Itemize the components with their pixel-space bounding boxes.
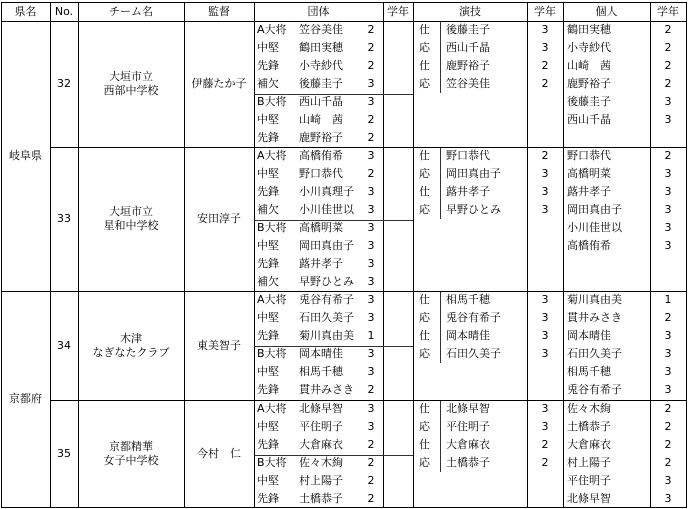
- group-member-grade: 2: [367, 456, 375, 469]
- group-position: 先鋒: [257, 438, 279, 451]
- group-member-name: 小寺紗代: [299, 59, 343, 72]
- column-line: [686, 2, 687, 508]
- indiv-member-grade: 2: [664, 23, 672, 36]
- indiv-member-grade: 2: [664, 311, 672, 324]
- team-number: 34: [57, 339, 71, 352]
- perf-role-label: 応: [419, 203, 430, 216]
- team-name-line1: 木津: [120, 332, 142, 345]
- indiv-member-grade: 3: [664, 365, 672, 378]
- perf-inner-line: [440, 22, 441, 93]
- group-member-name: 兎谷有希子: [299, 293, 354, 306]
- column-line: [413, 2, 414, 508]
- group-position: 中堅: [257, 239, 279, 252]
- group-member-name: 相馬千穂: [299, 365, 343, 378]
- group-member-grade: 2: [367, 492, 375, 505]
- perf-member-grade: 2: [541, 149, 549, 162]
- perf-member-name: 兎谷有希子: [446, 311, 501, 324]
- perf-member-grade: 3: [541, 185, 549, 198]
- group-member-name: 菊川真由美: [299, 329, 354, 342]
- prefecture-label: 岐阜県: [9, 149, 42, 162]
- group-member-grade: 3: [367, 257, 375, 270]
- perf-member-grade: 3: [541, 420, 549, 433]
- group-member-name: 北條早智: [299, 402, 343, 415]
- group-position: A大将: [257, 23, 287, 36]
- group-member-name: 貫井みさき: [299, 383, 354, 396]
- team-name-line2: なぎなたクラブ: [92, 346, 170, 359]
- group-position: 中堅: [257, 41, 279, 54]
- indiv-member-grade: 3: [664, 329, 672, 342]
- group-position: 先鋒: [257, 383, 279, 396]
- group-member-name: 土橋恭子: [299, 492, 343, 505]
- perf-inner-line: [440, 148, 441, 219]
- group-member-name: 石田久美子: [299, 311, 354, 324]
- header-no: No.: [54, 5, 74, 18]
- group-member-name: 大倉麻衣: [299, 438, 343, 451]
- group-member-name: 小川真理子: [299, 185, 354, 198]
- team-number: 35: [57, 447, 71, 460]
- perf-member-grade: 3: [541, 23, 549, 36]
- indiv-member-name: 岡本晴佳: [567, 329, 611, 342]
- perf-role-label: 仕: [419, 438, 430, 451]
- indiv-member-grade: 1: [664, 293, 672, 306]
- group-split-line: [254, 346, 413, 347]
- perf-member-grade: 3: [541, 329, 549, 342]
- group-member-grade: 2: [367, 41, 375, 54]
- group-position: 中堅: [257, 474, 279, 487]
- perf-member-name: 北條早智: [446, 402, 490, 415]
- perf-member-grade: 3: [541, 347, 549, 360]
- perf-role-label: 応: [419, 41, 430, 54]
- group-position: B大将: [257, 456, 287, 469]
- perf-inner-line: [440, 401, 441, 472]
- team-name-line2: 女子中学校: [103, 454, 159, 467]
- column-line: [383, 2, 384, 508]
- perf-role-label: 仕: [419, 329, 430, 342]
- coach-name: 東美智子: [197, 339, 241, 352]
- perf-member-name: 岡本晴佳: [446, 329, 490, 342]
- indiv-member-grade: 2: [664, 59, 672, 72]
- indiv-member-name: 土橋恭子: [567, 420, 611, 433]
- indiv-member-name: 蕗井孝子: [567, 185, 611, 198]
- perf-role-label: 応: [419, 347, 430, 360]
- group-member-grade: 2: [367, 438, 375, 451]
- group-position: B大将: [257, 221, 287, 234]
- team-name-line1: 大垣市立: [109, 205, 153, 218]
- group-member-grade: 3: [367, 149, 375, 162]
- group-position: 中堅: [257, 167, 279, 180]
- group-position: A大将: [257, 293, 287, 306]
- group-member-grade: 2: [367, 131, 375, 144]
- group-member-grade: 3: [367, 95, 375, 108]
- group-split-line: [254, 455, 413, 456]
- perf-role-label: 応: [419, 456, 430, 469]
- indiv-member-name: 鶴田実穂: [567, 23, 611, 36]
- indiv-member-grade: 3: [664, 239, 672, 252]
- group-member-grade: 3: [367, 365, 375, 378]
- indiv-member-grade: 3: [664, 383, 672, 396]
- perf-role-label: 応: [419, 420, 430, 433]
- perf-member-grade: 3: [541, 402, 549, 415]
- indiv-member-name: 大倉麻衣: [567, 438, 611, 451]
- group-member-grade: 1: [367, 329, 375, 342]
- perf-member-grade: 3: [541, 293, 549, 306]
- perf-member-grade: 2: [541, 59, 549, 72]
- indiv-member-name: 兎谷有希子: [567, 383, 622, 396]
- indiv-member-name: 鹿野裕子: [567, 77, 611, 90]
- group-member-name: 岡田真由子: [299, 239, 354, 252]
- group-member-grade: 2: [367, 59, 375, 72]
- indiv-member-name: 平住明子: [567, 474, 611, 487]
- header-group: 団体: [307, 5, 330, 18]
- group-member-name: 後藤圭子: [299, 77, 343, 90]
- perf-role-label: 応: [419, 311, 430, 324]
- group-member-name: 山崎 茜: [299, 113, 343, 126]
- group-member-name: 西山千晶: [299, 95, 343, 108]
- frame-bottom: [1, 507, 687, 508]
- group-member-name: 平住明子: [299, 420, 343, 433]
- indiv-member-grade: 2: [664, 149, 672, 162]
- indiv-member-name: 野口恭代: [567, 149, 611, 162]
- indiv-member-name: 高橋侑希: [567, 239, 611, 252]
- group-member-name: 岡本晴佳: [299, 347, 343, 360]
- group-position: 補欠: [257, 203, 279, 216]
- team-name-line2: 星和中学校: [103, 219, 159, 232]
- indiv-member-grade: 2: [664, 77, 672, 90]
- indiv-member-grade: 2: [664, 41, 672, 54]
- perf-role-label: 仕: [419, 59, 430, 72]
- perf-member-name: 早野ひとみ: [446, 203, 501, 216]
- indiv-member-name: 菊川真由美: [567, 293, 622, 306]
- group-position: B大将: [257, 95, 287, 108]
- team-divider: [50, 400, 687, 401]
- team-number: 33: [57, 212, 71, 225]
- perf-role-label: 応: [419, 167, 430, 180]
- group-member-name: 蕗井孝子: [299, 257, 343, 270]
- indiv-member-grade: 3: [664, 95, 672, 108]
- header-team: チーム名: [109, 5, 153, 18]
- indiv-member-grade: 3: [664, 185, 672, 198]
- group-split-line: [254, 220, 413, 221]
- group-position: B大将: [257, 347, 287, 360]
- indiv-member-name: 高橋明菜: [567, 167, 611, 180]
- group-member-name: 野口恭代: [299, 167, 343, 180]
- header-indiv: 個人: [595, 5, 618, 18]
- group-member-grade: 3: [367, 239, 375, 252]
- perf-member-name: 西山千晶: [446, 41, 490, 54]
- header-grade-indiv: 学年: [657, 5, 679, 18]
- indiv-member-grade: 2: [664, 456, 672, 469]
- group-member-name: 鶴田実穂: [299, 41, 343, 54]
- group-member-grade: 3: [367, 420, 375, 433]
- indiv-member-name: 北條早智: [567, 492, 611, 505]
- group-member-grade: 3: [367, 275, 375, 288]
- indiv-member-grade: 3: [664, 167, 672, 180]
- indiv-member-grade: 3: [664, 203, 672, 216]
- perf-member-name: 後藤圭子: [446, 23, 490, 36]
- group-member-name: 鹿野裕子: [299, 131, 343, 144]
- coach-name: 伊藤たか子: [191, 77, 247, 90]
- perf-role-label: 仕: [419, 293, 430, 306]
- indiv-member-name: 貫井みさき: [567, 311, 622, 324]
- perf-inner-line: [440, 292, 441, 363]
- group-position: A大将: [257, 149, 287, 162]
- frame-top: [1, 2, 687, 3]
- group-position: 補欠: [257, 275, 279, 288]
- group-member-grade: 2: [367, 113, 375, 126]
- perf-member-name: 平住明子: [446, 420, 490, 433]
- group-member-name: 高橋侑希: [299, 149, 343, 162]
- header-grade-group: 学年: [387, 5, 409, 18]
- group-member-grade: 2: [367, 167, 375, 180]
- perf-role-label: 仕: [419, 23, 430, 36]
- group-position: 中堅: [257, 311, 279, 324]
- group-member-name: 村上陽子: [299, 474, 343, 487]
- prefecture-label: 京都府: [9, 392, 42, 405]
- perf-member-name: 蕗井孝子: [446, 185, 490, 198]
- group-position: A大将: [257, 402, 287, 415]
- header-pref: 県名: [14, 5, 37, 18]
- group-member-grade: 2: [367, 23, 375, 36]
- perf-member-name: 鹿野裕子: [446, 59, 490, 72]
- indiv-member-name: 西山千晶: [567, 113, 611, 126]
- indiv-member-name: 後藤圭子: [567, 95, 611, 108]
- indiv-member-name: 相馬千穂: [567, 365, 611, 378]
- group-position: 先鋒: [257, 329, 279, 342]
- perf-member-name: 石田久美子: [446, 347, 501, 360]
- perf-member-grade: 3: [541, 311, 549, 324]
- coach-name: 安田淳子: [197, 212, 241, 225]
- perf-member-name: 土橋恭子: [446, 456, 490, 469]
- group-position: 先鋒: [257, 257, 279, 270]
- indiv-member-name: 小川佳世以: [567, 221, 622, 234]
- perf-role-label: 仕: [419, 402, 430, 415]
- indiv-member-grade: 3: [664, 221, 672, 234]
- column-line: [563, 2, 564, 508]
- group-position: 中堅: [257, 420, 279, 433]
- group-member-grade: 2: [367, 383, 375, 396]
- group-member-name: 笠谷美佳: [299, 23, 343, 36]
- perf-member-name: 大倉麻衣: [446, 438, 490, 451]
- group-member-grade: 3: [367, 203, 375, 216]
- indiv-member-name: 村上陽子: [567, 456, 611, 469]
- header-coach: 監督: [208, 5, 230, 18]
- group-position: 先鋒: [257, 59, 279, 72]
- prefecture-divider: [1, 291, 687, 292]
- group-position: 先鋒: [257, 131, 279, 144]
- group-member-grade: 3: [367, 293, 375, 306]
- indiv-member-name: 山崎 茜: [567, 59, 611, 72]
- perf-role-label: 仕: [419, 149, 430, 162]
- indiv-member-grade: 3: [664, 113, 672, 126]
- column-line: [254, 2, 255, 508]
- group-position: 中堅: [257, 365, 279, 378]
- indiv-member-grade: 3: [664, 347, 672, 360]
- indiv-member-name: 佐々木絢: [567, 402, 611, 415]
- indiv-member-grade: 3: [664, 492, 672, 505]
- perf-member-grade: 3: [541, 203, 549, 216]
- group-member-grade: 2: [367, 474, 375, 487]
- group-member-name: 高橋明菜: [299, 221, 343, 234]
- indiv-member-name: 小寺紗代: [567, 41, 611, 54]
- team-name-line2: 西部中学校: [103, 84, 159, 97]
- perf-role-label: 仕: [419, 185, 430, 198]
- group-member-name: 早野ひとみ: [299, 275, 354, 288]
- group-position: 中堅: [257, 113, 279, 126]
- group-split-line: [254, 94, 413, 95]
- coach-name: 今村 仁: [197, 447, 241, 460]
- team-divider: [50, 147, 687, 148]
- perf-member-name: 野口恭代: [446, 149, 490, 162]
- indiv-member-grade: 2: [664, 420, 672, 433]
- team-number: 32: [57, 77, 71, 90]
- perf-member-grade: 2: [541, 438, 549, 451]
- indiv-member-grade: 3: [664, 474, 672, 487]
- group-member-grade: 3: [367, 185, 375, 198]
- indiv-member-name: 岡田真由子: [567, 203, 622, 216]
- group-member-grade: 3: [367, 77, 375, 90]
- team-name-line1: 大垣市立: [109, 70, 153, 83]
- team-name-line1: 京都精華: [109, 440, 153, 453]
- group-member-grade: 3: [367, 311, 375, 324]
- indiv-member-grade: 2: [664, 438, 672, 451]
- perf-member-grade: 2: [541, 456, 549, 469]
- perf-member-name: 岡田真由子: [446, 167, 501, 180]
- group-member-grade: 3: [367, 221, 375, 234]
- group-position: 先鋒: [257, 185, 279, 198]
- perf-member-grade: 2: [541, 77, 549, 90]
- header-perf: 演技: [459, 5, 481, 18]
- group-member-grade: 3: [367, 402, 375, 415]
- perf-member-grade: 3: [541, 167, 549, 180]
- group-member-name: 佐々木絢: [299, 456, 343, 469]
- column-line: [1, 2, 2, 508]
- perf-member-name: 相馬千穂: [446, 293, 490, 306]
- indiv-member-name: 石田久美子: [567, 347, 622, 360]
- perf-member-grade: 3: [541, 41, 549, 54]
- indiv-member-grade: 2: [664, 402, 672, 415]
- header-divider: [1, 21, 687, 22]
- group-position: 先鋒: [257, 492, 279, 505]
- group-position: 補欠: [257, 77, 279, 90]
- perf-role-label: 応: [419, 77, 430, 90]
- group-member-grade: 3: [367, 347, 375, 360]
- perf-member-name: 笠谷美佳: [446, 77, 490, 90]
- header-grade-perf: 学年: [534, 5, 556, 18]
- group-member-name: 小川佳世以: [299, 203, 354, 216]
